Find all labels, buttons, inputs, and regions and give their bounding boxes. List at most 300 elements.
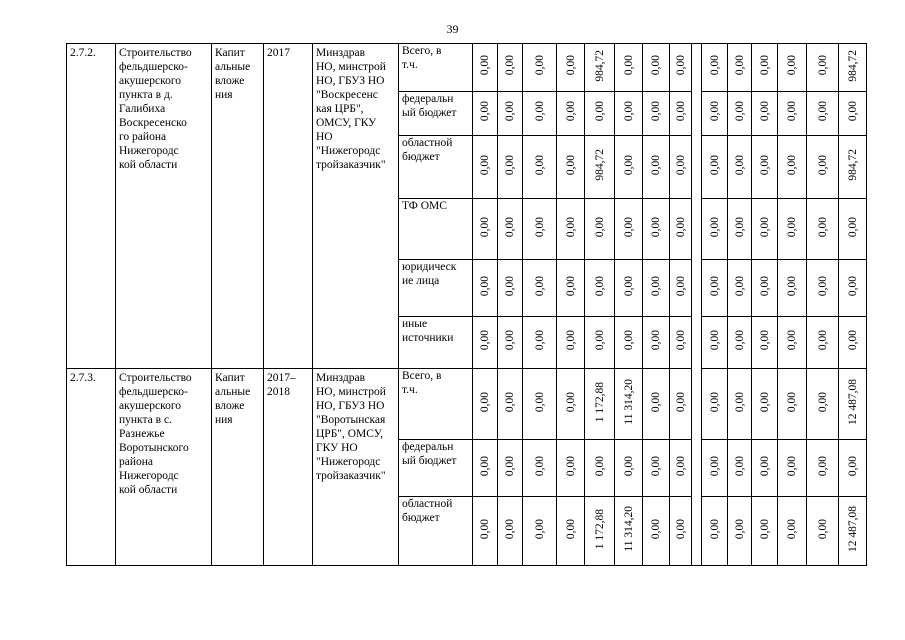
value-cell [778,440,807,497]
amount-value: 0,00 [564,216,577,238]
value-cell [523,260,557,317]
value-cell [839,260,867,317]
amount-value: 0,00 [786,154,798,176]
funding-source-label: областной бюджет [402,137,453,163]
value-cell [523,92,557,136]
amount-value: 0,00 [758,216,771,238]
value-cell [473,369,498,440]
column-gap [692,92,702,136]
value-cell [585,369,615,440]
amount-value: 0,00 [650,275,662,297]
value-cell [643,369,670,440]
amount-value: 0,00 [479,275,491,297]
value-cell [557,136,585,199]
amount-value: 0,00 [533,330,546,351]
amount-value: 0,00 [816,101,829,122]
value-cell [615,440,643,497]
amount-value: 0,00 [650,154,662,176]
value-cell [498,44,523,92]
amount-value: 0,00 [533,455,546,477]
executor-cell [313,369,399,566]
value-cell [752,44,778,92]
value-cell [839,44,867,92]
amount-value: 0,00 [504,101,516,122]
value-cell [557,92,585,136]
amount-value: 0,00 [786,518,798,540]
value-cell [498,497,523,566]
value-cell [728,369,752,440]
amount-value: 0,00 [622,275,635,297]
amount-value: 0,00 [674,455,687,477]
value-cell [752,92,778,136]
value-cell [557,317,585,369]
value-cell [839,199,867,260]
value-cell [778,44,807,92]
value-cell [615,317,643,369]
value-cell [643,199,670,260]
value-cell [615,44,643,92]
amount-value: 0,00 [733,154,746,176]
value-cell [585,317,615,369]
item-name: Строительство фельдшерско- акушерского пункта в д. Галибиха Воскресенско го района Нижегородс кой области [119,47,192,171]
amount-value: 0,00 [758,330,771,351]
column-gap [692,369,702,440]
item-code-cell [67,44,116,369]
column-gap [692,136,702,199]
value-cell [643,317,670,369]
value-cell [498,260,523,317]
amount-value: 0,00 [650,55,662,76]
value-cell [473,317,498,369]
value-cell [643,44,670,92]
amount-value: 0,00 [786,391,798,413]
value-cell [523,199,557,260]
amount-value: 0,00 [758,518,771,540]
amount-value: 0,00 [622,330,635,351]
amount-value: 0,00 [758,154,771,176]
value-cell [498,440,523,497]
amount-value: 0,00 [674,518,687,540]
value-cell [807,92,839,136]
amount-value: 0,00 [479,101,491,122]
funding-source-cell [399,260,473,317]
value-cell [473,440,498,497]
amount-value: 0,00 [708,330,721,351]
amount-value: 0,00 [674,330,687,351]
funding-source-label: ТФ ОМС [402,200,447,212]
value-cell [670,497,692,566]
value-cell [670,260,692,317]
amount-value: 0,00 [708,518,721,540]
amount-value: 0,00 [816,154,829,176]
expense-type: Капит альные вложе ния [215,47,251,101]
amount-value: 0,00 [733,55,746,76]
value-cell [585,260,615,317]
executor-cell [313,44,399,369]
value-cell [498,199,523,260]
value-cell [557,199,585,260]
funding-source-label: Всего, в т.ч. [402,370,442,396]
amount-value: 0,00 [564,55,577,76]
amount-value: 0,00 [650,216,662,238]
value-cell [473,44,498,92]
amount-value: 12 487,08 [846,506,859,552]
amount-value: 0,00 [708,216,721,238]
implementation-years: 2017– 2018 [267,372,296,398]
amount-value: 0,00 [733,518,746,540]
funding-source-label: иные источники [402,318,454,344]
value-cell [728,44,752,92]
amount-value: 0,00 [758,455,771,477]
funding-source-label: федеральн ый бюджет [402,93,457,119]
amount-value: 0,00 [674,154,687,176]
value-cell [473,497,498,566]
value-cell [615,199,643,260]
value-cell [702,44,728,92]
value-cell [702,440,728,497]
amount-value: 1 172,88 [593,508,606,550]
amount-value: 0,00 [733,101,746,122]
value-cell [523,136,557,199]
value-cell [752,199,778,260]
amount-value: 0,00 [846,101,859,122]
amount-value: 0,00 [564,518,577,540]
executor: Минздрав НО, минстрой НО, ГБУЗ НО "Воротынская ЦРБ", ОМСУ, ГКУ НО "Нижегородс тройзаказчик" [316,372,386,482]
amount-value: 0,00 [816,275,829,297]
amount-value: 11 314,20 [622,506,635,552]
amount-value: 0,00 [479,518,491,540]
amount-value: 0,00 [650,391,662,413]
value-cell [585,136,615,199]
amount-value: 0,00 [479,455,491,477]
value-cell [615,497,643,566]
value-cell [702,317,728,369]
amount-value: 0,00 [758,101,771,122]
column-gap [692,44,702,92]
amount-value: 0,00 [758,55,771,76]
value-cell [523,44,557,92]
amount-value: 0,00 [533,55,546,76]
value-cell [615,260,643,317]
value-cell [839,92,867,136]
value-cell [615,369,643,440]
value-cell [728,92,752,136]
amount-value: 0,00 [816,216,829,238]
amount-value: 0,00 [816,455,829,477]
funding-source-label: областной бюджет [402,498,453,524]
value-cell [728,199,752,260]
amount-value: 0,00 [674,101,687,122]
value-cell [643,440,670,497]
funding-source-cell [399,136,473,199]
value-cell [643,497,670,566]
funding-source-label: федеральн ый бюджет [402,441,457,467]
column-gap [692,497,702,566]
amount-value: 0,00 [533,518,546,540]
amount-value: 0,00 [533,154,546,176]
amount-value: 0,00 [758,275,771,297]
funding-source-cell [399,497,473,566]
implementation-years-cell [264,44,313,369]
amount-value: 0,00 [479,154,491,176]
amount-value: 0,00 [816,391,829,413]
amount-value: 0,00 [479,391,491,413]
value-cell [498,92,523,136]
amount-value: 0,00 [846,455,859,477]
value-cell [670,199,692,260]
value-cell [498,136,523,199]
funding-source-cell [399,92,473,136]
value-cell [778,136,807,199]
amount-value: 984,72 [846,49,859,82]
value-cell [839,317,867,369]
funding-source-cell [399,44,473,92]
value-cell [702,497,728,566]
item-code: 2.7.2. [70,47,96,59]
amount-value: 0,00 [650,101,662,122]
amount-value: 0,00 [533,391,546,413]
value-cell [728,260,752,317]
value-cell [728,317,752,369]
value-cell [752,317,778,369]
expense-type: Капит альные вложе ния [215,372,251,426]
value-cell [585,92,615,136]
executor: Минздрав НО, минстрой НО, ГБУЗ НО "Воскресенс кая ЦРБ", ОМСУ, ГКУ НО "Нижегородс тройзаказчик" [316,47,386,171]
value-cell [807,369,839,440]
value-cell [473,260,498,317]
amount-value: 0,00 [708,275,721,297]
value-cell [615,136,643,199]
value-cell [728,136,752,199]
amount-value: 0,00 [674,216,687,238]
page-number: 39 [446,22,459,36]
amount-value: 0,00 [708,154,721,176]
amount-value: 0,00 [564,275,577,297]
amount-value: 0,00 [622,101,635,122]
value-cell [670,92,692,136]
item-name-cell [116,44,212,369]
amount-value: 0,00 [733,216,746,238]
amount-value: 0,00 [650,518,662,540]
amount-value: 984,72 [593,49,606,82]
amount-value: 984,72 [846,149,859,181]
value-cell [498,317,523,369]
value-cell [585,497,615,566]
amount-value: 0,00 [504,55,516,76]
value-cell [702,92,728,136]
amount-value: 0,00 [733,275,746,297]
value-cell [839,136,867,199]
value-cell [702,199,728,260]
value-cell [473,136,498,199]
amount-value: 0,00 [816,330,829,351]
amount-value: 0,00 [674,275,687,297]
value-cell [702,369,728,440]
implementation-years: 2017 [267,47,290,59]
value-cell [670,317,692,369]
amount-value: 0,00 [479,55,491,76]
amount-value: 0,00 [504,216,516,238]
value-cell [752,369,778,440]
amount-value: 0,00 [593,275,606,297]
amount-value: 12 487,08 [846,379,859,425]
amount-value: 0,00 [650,330,662,351]
value-cell [778,260,807,317]
amount-value: 0,00 [504,154,516,176]
value-cell [643,260,670,317]
value-cell [523,369,557,440]
amount-value: 0,00 [504,275,516,297]
amount-value: 0,00 [504,391,516,413]
value-cell [702,260,728,317]
amount-value: 0,00 [816,55,829,76]
expense-type-cell [212,44,264,369]
amount-value: 0,00 [593,455,606,477]
value-cell [752,497,778,566]
amount-value: 0,00 [708,391,721,413]
amount-value: 0,00 [846,275,859,297]
amount-value: 0,00 [846,216,859,238]
amount-value: 984,72 [593,149,606,181]
funding-source-cell [399,199,473,260]
value-cell [557,497,585,566]
value-cell [807,440,839,497]
value-cell [585,199,615,260]
column-gap [692,260,702,317]
value-cell [523,497,557,566]
value-cell [643,92,670,136]
value-cell [585,44,615,92]
value-cell [778,317,807,369]
value-cell [778,199,807,260]
value-cell [670,44,692,92]
column-gap [692,440,702,497]
value-cell [728,497,752,566]
implementation-years-cell [264,369,313,566]
value-cell [557,440,585,497]
column-gap [692,317,702,369]
value-cell [807,260,839,317]
amount-value: 0,00 [564,101,577,122]
amount-value: 0,00 [708,101,721,122]
value-cell [557,44,585,92]
amount-value: 0,00 [593,330,606,351]
value-cell [807,136,839,199]
column-gap [692,199,702,260]
amount-value: 0,00 [564,154,577,176]
value-cell [557,369,585,440]
amount-value: 0,00 [479,330,491,351]
amount-value: 0,00 [758,391,771,413]
amount-value: 0,00 [786,216,798,238]
value-cell [615,92,643,136]
value-cell [807,317,839,369]
value-cell [778,369,807,440]
value-cell [643,136,670,199]
amount-value: 11 314,20 [622,379,635,425]
value-cell [839,497,867,566]
value-cell [839,369,867,440]
value-cell [670,440,692,497]
item-code: 2.7.3. [70,372,96,384]
amount-value: 0,00 [708,455,721,477]
funding-source-cell [399,369,473,440]
value-cell [498,369,523,440]
value-cell [473,92,498,136]
item-code-cell [67,369,116,566]
amount-value: 0,00 [674,55,687,76]
amount-value: 0,00 [479,216,491,238]
funding-source-cell [399,317,473,369]
value-cell [807,497,839,566]
amount-value: 0,00 [816,518,829,540]
amount-value: 0,00 [786,330,798,351]
amount-value: 0,00 [533,216,546,238]
amount-value: 0,00 [622,216,635,238]
value-cell [702,136,728,199]
item-name: Строительство фельдшерско- акушерского пункта в с. Разнежье Воротынского района Нижегородс кой области [119,372,192,496]
value-cell [473,199,498,260]
amount-value: 0,00 [564,455,577,477]
amount-value: 0,00 [733,455,746,477]
amount-value: 0,00 [786,101,798,122]
amount-value: 0,00 [504,455,516,477]
table-row [67,369,867,440]
funding-source-label: Всего, в т.ч. [402,45,442,71]
amount-value: 0,00 [533,275,546,297]
value-cell [807,44,839,92]
amount-value: 0,00 [504,518,516,540]
amount-value: 0,00 [708,55,721,76]
budget-table [66,43,867,566]
item-name-cell [116,369,212,566]
value-cell [670,369,692,440]
value-cell [778,92,807,136]
amount-value: 0,00 [674,391,687,413]
value-cell [807,199,839,260]
value-cell [778,497,807,566]
value-cell [523,317,557,369]
expense-type-cell [212,369,264,566]
amount-value: 1 172,88 [593,381,606,423]
value-cell [728,440,752,497]
amount-value: 0,00 [622,55,635,76]
amount-value: 0,00 [733,391,746,413]
amount-value: 0,00 [650,455,662,477]
value-cell [670,136,692,199]
amount-value: 0,00 [786,455,798,477]
value-cell [523,440,557,497]
amount-value: 0,00 [733,330,746,351]
amount-value: 0,00 [786,275,798,297]
amount-value: 0,00 [786,55,798,76]
amount-value: 0,00 [504,330,516,351]
amount-value: 0,00 [846,330,859,351]
amount-value: 0,00 [593,101,606,122]
value-cell [557,260,585,317]
funding-source-label: юридическ ие лица [402,261,457,287]
amount-value: 0,00 [593,216,606,238]
value-cell [752,260,778,317]
value-cell [752,440,778,497]
funding-source-cell [399,440,473,497]
amount-value: 0,00 [564,391,577,413]
amount-value: 0,00 [564,330,577,351]
table-row [67,44,867,92]
amount-value: 0,00 [622,455,635,477]
value-cell [839,440,867,497]
amount-value: 0,00 [622,154,635,176]
